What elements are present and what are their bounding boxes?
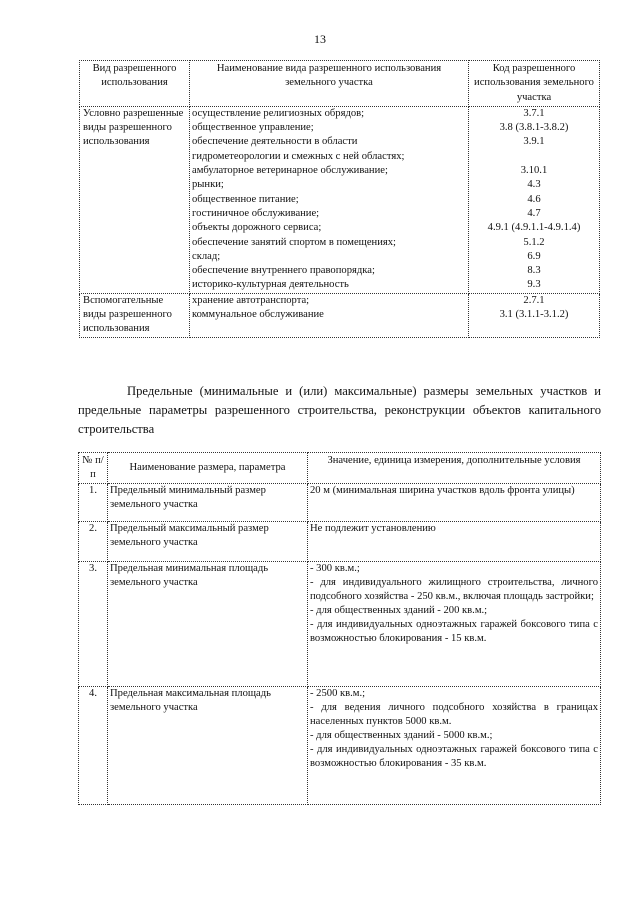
use-code: 8.3 <box>527 265 541 277</box>
row-number: 2. <box>79 522 108 562</box>
use-name: объекты дорожного сервиса; <box>192 222 322 234</box>
value-line: 20 м (минимальная ширина участков вдоль фронта улицы) <box>310 485 575 496</box>
use-name: амбулаторное ветеринарное обслуживание; <box>192 165 388 177</box>
parameter-value <box>308 484 601 522</box>
page-number: 13 <box>314 32 326 46</box>
table-row <box>80 293 600 337</box>
parameter-value <box>308 562 601 687</box>
parameter-value <box>308 522 601 562</box>
column-header: Код разрешенного использования земельного участка <box>469 61 600 107</box>
value-line: - для индивидуального жилищного строительства, личного подсобного хозяйства - 250 кв.м., включая площадь застройки; <box>310 577 598 602</box>
row-number: 1. <box>79 484 108 522</box>
column-header: № п/п <box>79 453 108 484</box>
use-code: 4.3 <box>527 179 541 191</box>
use-kind-cell: Вспомогательные виды разрешенного использования <box>80 293 190 337</box>
table-row <box>79 522 601 562</box>
use-code: 3.7.1 <box>523 107 545 119</box>
table-header-row <box>80 61 600 107</box>
column-header: Вид разрешенного использования <box>80 61 190 107</box>
use-code: 9.3 <box>527 279 541 291</box>
parameter-name: Предельный минимальный размер земельного участка <box>108 484 308 522</box>
table-header-row <box>79 453 601 484</box>
value-line: - для индивидуальных одноэтажных гаражей боксового типа с возможностью блокирования - 35 кв.м. <box>310 744 598 769</box>
use-code: 2.7.1 <box>523 294 545 306</box>
parameter-name: Предельная минимальная площадь земельного участка <box>108 562 308 687</box>
table-row <box>79 484 601 522</box>
use-name: хранение автотранспорта; <box>192 294 310 306</box>
use-name: гостиничное обслуживание; <box>192 207 320 219</box>
use-names-cell <box>190 106 469 293</box>
value-line: - для ведения личного подсобного хозяйства в границах населенных пунктов 5000 кв.м. <box>310 702 598 727</box>
use-name: коммунальное обслуживание <box>192 309 324 321</box>
use-code: 4.9.1 (4.9.1.1-4.9.1.4) <box>487 222 581 234</box>
use-name: общественное управление; <box>192 122 314 134</box>
parameter-value <box>308 687 601 805</box>
use-code: 3.10.1 <box>520 165 548 177</box>
use-name: гидрометеорологии и смежных с ней областях; <box>192 150 405 162</box>
table-row <box>80 106 600 293</box>
column-header: Наименование вида разрешенного использования земельного участка <box>190 61 469 107</box>
use-code <box>471 150 597 164</box>
parameter-name: Предельная максимальная площадь земельного участка <box>108 687 308 805</box>
use-name: обеспечение деятельности в области <box>192 136 358 148</box>
use-code: 3.8 (3.8.1-3.8.2) <box>499 122 569 134</box>
use-name: рынки; <box>192 179 224 191</box>
section-paragraph <box>78 382 601 439</box>
value-line: Не подлежит установлению <box>310 523 436 534</box>
limits-table <box>78 452 601 805</box>
use-names-cell <box>190 293 469 337</box>
value-line: - 2500 кв.м.; <box>310 688 366 699</box>
parameter-name: Предельный максимальный размер земельного участка <box>108 522 308 562</box>
use-code: 6.9 <box>527 250 541 262</box>
value-line: - для общественных зданий - 200 кв.м.; <box>310 605 488 616</box>
column-header: Значение, единица измерения, дополнительные условия <box>308 453 601 484</box>
use-name: общественное питание; <box>192 193 299 205</box>
paragraph-text: Предельные (минимальные и (или) максимальные) размеры земельных участков и предельные параметры разрешенного строительства, реконструкции объектов капитального строительства <box>78 384 601 436</box>
permitted-uses-table <box>79 60 600 338</box>
use-name: обеспечение занятий спортом в помещениях; <box>192 236 396 248</box>
value-line: - 300 кв.м.; <box>310 563 360 574</box>
use-name: склад; <box>192 250 221 262</box>
column-header: Наименование размера, параметра <box>108 453 308 484</box>
use-name: обеспечение внутреннего правопорядка; <box>192 265 375 277</box>
value-line: - для общественных зданий - 5000 кв.м.; <box>310 730 493 741</box>
use-code: 4.6 <box>527 193 541 205</box>
use-kind-cell: Условно разрешенные виды разрешенного использования <box>80 106 190 293</box>
use-name: историко-культурная деятельность <box>192 279 349 291</box>
use-codes-cell <box>469 106 600 293</box>
use-name: осуществление религиозных обрядов; <box>192 107 365 119</box>
row-number: 4. <box>79 687 108 805</box>
use-code: 3.1 (3.1.1-3.1.2) <box>499 309 569 321</box>
table-row <box>79 687 601 805</box>
value-line: - для индивидуальных одноэтажных гаражей боксового типа с возможностью блокирования - 15 кв.м. <box>310 619 598 644</box>
table-row <box>79 562 601 687</box>
use-code: 5.1.2 <box>523 236 545 248</box>
use-codes-cell <box>469 293 600 337</box>
use-code: 4.7 <box>527 207 541 219</box>
use-code: 3.9.1 <box>523 136 545 148</box>
row-number: 3. <box>79 562 108 687</box>
